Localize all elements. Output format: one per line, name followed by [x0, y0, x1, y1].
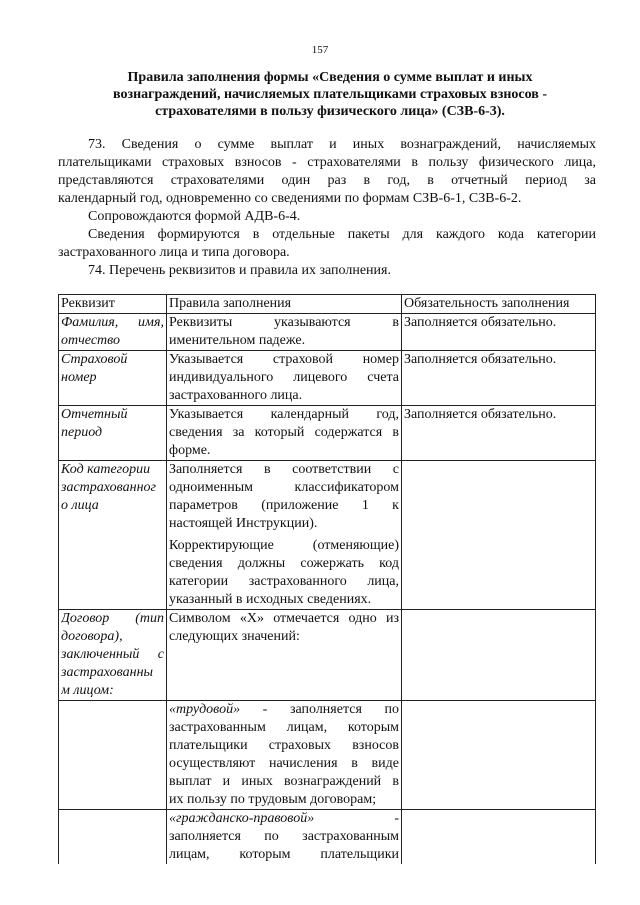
header-cell-obligation: Обязательность заполнения	[402, 295, 596, 314]
rule-line: Символом «Х» отмечается одно из	[169, 611, 399, 626]
rule-line: категории застрахованного лица,	[169, 574, 399, 589]
requisite-line: Договор (тип	[61, 611, 164, 626]
requisite-line: номер	[61, 370, 97, 385]
requisite-line: застрахованног	[61, 480, 156, 495]
paragraph-line: представляются страхователями один раз в год, в отчетный период за	[58, 173, 596, 188]
obligation-cell: Заполняется обязательно.	[402, 351, 596, 406]
rule-line: выплат и иных вознаграждений в	[169, 774, 399, 789]
rule-line: плательщики страховых взносов	[169, 738, 399, 753]
rule-term-rest: - заполняется по	[240, 702, 399, 717]
rule-term-rest: -	[314, 811, 399, 826]
requisite-line: заключенный с	[61, 647, 164, 662]
paragraph-74	[58, 262, 596, 280]
requisites-table	[58, 294, 596, 864]
rule-cell	[167, 610, 402, 701]
rule-line: параметров (приложение 1 к	[169, 498, 399, 513]
paragraph-packages	[58, 226, 596, 262]
rule-cell	[167, 406, 402, 461]
rule-line: заполняется по застрахованным	[169, 829, 399, 844]
title-line: страхователями в пользу физического лица» (СЗВ-6-3).	[155, 104, 505, 119]
rule-term: «гражданско-правовой»	[169, 811, 315, 826]
paragraph-line: 73. Сведения о сумме выплат и иных вознаграждений, начисляемых	[88, 137, 596, 152]
page-number: 157	[311, 44, 329, 56]
requisite-line: период	[61, 425, 103, 440]
rule-cell	[167, 701, 402, 810]
rule-line: именительном падеже.	[169, 333, 306, 348]
rule-line: следующих значений:	[169, 629, 300, 644]
paragraph-line: застрахованного лица и типа договора.	[58, 245, 290, 260]
rule-line: указанный в исходных сведениях.	[169, 592, 372, 607]
rule-cell	[167, 810, 402, 865]
rule-line: их пользу по трудовым договорам;	[169, 792, 377, 807]
requisite-cell	[59, 406, 167, 461]
rule-cell	[167, 461, 402, 610]
rule-line: застрахованным лицам, которым	[169, 720, 399, 735]
paragraph-accompanied	[58, 208, 596, 226]
header-cell-rules: Правила заполнения	[167, 295, 402, 314]
rule-line: Корректирующие (отменяющие)	[169, 538, 399, 553]
table-row	[59, 701, 596, 810]
rule-line: застрахованного лица.	[169, 388, 303, 403]
rule-line: осуществляют начисления в виде	[169, 756, 399, 771]
title-line: вознаграждений, начисляемых плательщиками страховых взносов -	[113, 87, 547, 102]
requisite-line: Код категории	[61, 462, 151, 477]
paragraph-73	[58, 136, 596, 208]
table-row	[59, 810, 596, 865]
requisite-line: о лица	[61, 498, 99, 513]
obligation-cell	[402, 810, 596, 865]
rule-line: лицам, которым плательщики	[169, 847, 399, 862]
rule-line: сведения за который содержатся в	[169, 425, 399, 440]
rule-line: индивидуального лицевого счета	[169, 370, 399, 385]
rule-line	[169, 701, 399, 719]
table-row	[59, 406, 596, 461]
rule-line: настоящей Инструкции).	[169, 516, 318, 531]
requisite-cell	[59, 314, 167, 351]
requisite-line: застрахованны	[61, 665, 154, 680]
obligation-cell	[402, 610, 596, 701]
requisite-line: Страховой	[61, 352, 128, 367]
obligation-cell: Заполняется обязательно.	[402, 314, 596, 351]
rule-line: Указывается страховой номер	[169, 352, 399, 367]
obligation-cell	[402, 701, 596, 810]
requisite-line: Фамилия, имя,	[61, 315, 164, 330]
requisite-cell	[59, 701, 167, 810]
requisite-cell	[59, 810, 167, 865]
document-title	[90, 69, 570, 120]
rule-line: форме.	[169, 443, 211, 458]
requisite-line: договора),	[61, 629, 123, 644]
paragraph-line: Сведения формируются в отдельные пакеты для каждого кода категории	[88, 227, 596, 242]
paragraph-line: Сопровождаются формой АДВ-6-4.	[88, 209, 301, 224]
requisite-cell	[59, 461, 167, 610]
rule-cell	[167, 351, 402, 406]
header-cell-requisite: Реквизит	[59, 295, 167, 314]
rule-line: одноименным классификатором	[169, 480, 399, 495]
rule-line: Реквизиты указываются в	[169, 315, 399, 330]
rule-term: «трудовой»	[169, 702, 241, 717]
rule-line	[169, 810, 399, 828]
requisite-line: Отчетный	[61, 407, 128, 422]
requisite-cell	[59, 351, 167, 406]
table-row	[59, 461, 596, 610]
rule-line: сведения должны сожержать код	[169, 556, 399, 571]
title-line: Правила заполнения формы «Сведения о сумме выплат и иных	[127, 70, 533, 85]
rule-line: Указывается календарный год,	[169, 407, 399, 422]
requisite-cell	[59, 610, 167, 701]
table-row	[59, 610, 596, 701]
paragraph-line: плательщиками страховых взносов - страхователями в пользу физического лица,	[58, 155, 596, 170]
paragraph-line: календарный год, одновременно со сведениями по формам СЗВ-6-1, СЗВ-6-2.	[58, 191, 522, 206]
table-row	[59, 314, 596, 351]
requisite-line: м лицом:	[61, 683, 114, 698]
table-row	[59, 351, 596, 406]
table-header-row	[59, 295, 596, 314]
obligation-cell	[402, 461, 596, 610]
requisite-line: отчество	[61, 333, 121, 348]
obligation-cell: Заполняется обязательно.	[402, 406, 596, 461]
rule-cell	[167, 314, 402, 351]
rule-line: Заполняется в соответствии с	[169, 462, 399, 477]
paragraph-line: 74. Перечень реквизитов и правила их заполнения.	[88, 263, 391, 278]
